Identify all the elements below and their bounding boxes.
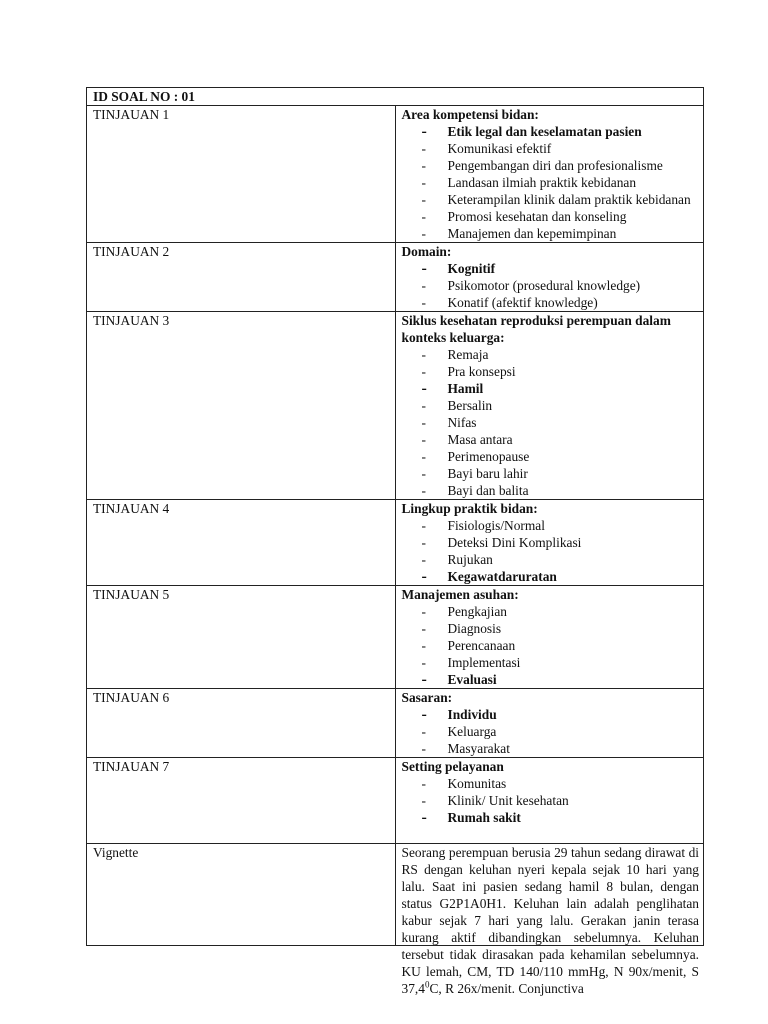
selected-option — [422, 380, 700, 397]
tinjauan-row — [87, 243, 704, 312]
option-item — [422, 346, 700, 363]
vignette-content — [395, 844, 704, 996]
tinjauan-heading: Area kompetensi bidan: — [401, 107, 539, 122]
selected-option — [422, 809, 700, 826]
dash-bullet-icon: - — [421, 552, 426, 567]
option-item — [422, 448, 700, 465]
dash-bullet-icon: - — [421, 706, 427, 723]
option-item — [422, 465, 700, 482]
option-text: Psikomotor (prosedural knowledge) — [447, 278, 641, 293]
dash-bullet-icon: - — [421, 158, 426, 173]
option-text: Komunitas — [447, 776, 507, 791]
dash-bullet-icon: - — [421, 415, 426, 430]
option-text: Kognitif — [447, 261, 496, 276]
option-text: Pengembangan diri dan profesionalisme — [447, 158, 663, 173]
option-text: Rujukan — [447, 552, 493, 567]
tinjauan-label: TINJAUAN 3 — [87, 312, 396, 500]
option-text: Konatif (afektif knowledge) — [447, 295, 598, 310]
option-item — [422, 603, 700, 620]
tinjauan-label: TINJAUAN 4 — [87, 500, 396, 586]
option-item — [422, 414, 700, 431]
option-text: Bersalin — [447, 398, 493, 413]
option-item — [422, 740, 700, 757]
option-text: Nifas — [447, 415, 477, 430]
option-item — [422, 294, 700, 311]
vignette-row — [87, 844, 704, 946]
tinjauan-label: TINJAUAN 5 — [87, 586, 396, 689]
dash-bullet-icon: - — [421, 192, 426, 207]
option-list — [402, 123, 700, 242]
option-list — [402, 260, 700, 311]
dash-bullet-icon: - — [421, 449, 426, 464]
dash-bullet-icon: - — [421, 621, 426, 636]
tinjauan-label: TINJAUAN 6 — [87, 689, 396, 758]
option-text: Evaluasi — [447, 672, 497, 687]
option-item — [422, 363, 700, 380]
dash-bullet-icon: - — [421, 260, 427, 277]
option-text: Pra konsepsi — [447, 364, 516, 379]
dash-bullet-icon: - — [421, 671, 427, 688]
option-item — [422, 431, 700, 448]
dash-bullet-icon: - — [421, 278, 426, 293]
tinjauan-label: TINJAUAN 2 — [87, 243, 396, 312]
dash-bullet-icon: - — [421, 483, 426, 498]
option-text: Masa antara — [447, 432, 513, 447]
tinjauan-row — [87, 106, 704, 243]
tinjauan-heading: Sasaran: — [401, 690, 453, 705]
tinjauan-heading: Domain: — [401, 244, 452, 259]
tinjauan-row — [87, 312, 704, 500]
dash-bullet-icon: - — [421, 141, 426, 156]
tinjauan-content — [395, 586, 704, 689]
option-text: Remaja — [447, 347, 489, 362]
option-text: Bayi baru lahir — [447, 466, 528, 481]
degree-superscript: 0 — [424, 979, 430, 990]
dash-bullet-icon: - — [421, 809, 427, 826]
option-text: Deteksi Dini Komplikasi — [447, 535, 582, 550]
option-text: Klinik/ Unit kesehatan — [447, 793, 569, 808]
dash-bullet-icon: - — [421, 398, 426, 413]
vignette-label: Vignette — [87, 844, 396, 946]
option-item — [422, 140, 700, 157]
option-item — [422, 534, 700, 551]
dash-bullet-icon: - — [421, 226, 426, 241]
option-text: Diagnosis — [447, 621, 502, 636]
option-item — [422, 174, 700, 191]
option-item — [422, 654, 700, 671]
selected-option — [422, 568, 700, 585]
option-item — [422, 792, 700, 809]
option-item — [422, 637, 700, 654]
option-text: Individu — [447, 707, 497, 722]
selected-option — [422, 671, 700, 688]
dash-bullet-icon: - — [421, 364, 426, 379]
dash-bullet-icon: - — [421, 638, 426, 653]
dash-bullet-icon: - — [421, 209, 426, 224]
dash-bullet-icon: - — [421, 380, 427, 397]
tinjauan-heading: Manajemen asuhan: — [401, 587, 519, 602]
option-item — [422, 517, 700, 534]
option-item — [422, 225, 700, 242]
question-table — [86, 87, 704, 996]
option-item — [422, 482, 700, 499]
selected-option — [422, 260, 700, 277]
dash-bullet-icon: - — [421, 175, 426, 190]
tinjauan-row — [87, 689, 704, 758]
dash-bullet-icon: - — [421, 776, 426, 791]
row-spacer — [402, 826, 700, 843]
tinjauan-content — [395, 689, 704, 758]
option-text: Landasan ilmiah praktik kebidanan — [447, 175, 637, 190]
tinjauan-row — [87, 500, 704, 586]
option-text: Implementasi — [447, 655, 521, 670]
option-text: Pengkajian — [447, 604, 507, 619]
option-item — [422, 397, 700, 414]
tinjauan-content — [395, 312, 704, 500]
dash-bullet-icon: - — [421, 295, 426, 310]
option-text: Keluarga — [447, 724, 497, 739]
option-item — [422, 551, 700, 568]
tinjauan-row — [87, 586, 704, 689]
option-list — [402, 517, 700, 585]
option-list — [402, 346, 700, 499]
tinjauan-content — [395, 500, 704, 586]
option-text: Komunikasi efektif — [447, 141, 552, 156]
tinjauan-content — [395, 106, 704, 243]
option-text: Rumah sakit — [447, 810, 521, 825]
tinjauan-content — [395, 243, 704, 312]
id-row — [87, 88, 704, 106]
vignette-paragraph — [401, 844, 700, 996]
selected-option — [422, 123, 700, 140]
tinjauan-heading: Setting pelayanan — [401, 759, 504, 774]
vignette-text-part: Seorang perempuan berusia 29 tahun sedang dirawat di RS dengan keluhan nyeri kepala sejak 10 hari yang lalu. Saat ini pasien sedang hamil 8 bulan, dengan status G2P1A0H1. Keluhan lain adalah penglihatan kabur sejak 7 hari yang lalu. Gerakan janin terasa kurang aktif dibandingkan sebelumnya. Keluhan tersebut tidak dirasakan pada kehamilan sebelumnya. KU lemah, CM, TD 140/110 mmHg, N 90x/menit, S 37,4 — [401, 845, 699, 996]
option-text: Keterampilan klinik dalam praktik kebidanan — [447, 192, 691, 207]
dash-bullet-icon: - — [421, 347, 426, 362]
option-item — [422, 277, 700, 294]
option-text: Etik legal dan keselamatan pasien — [447, 124, 642, 139]
dash-bullet-icon: - — [421, 568, 427, 585]
dash-bullet-icon: - — [421, 535, 426, 550]
tinjauan-heading: Siklus kesehatan reproduksi perempuan dalam konteks keluarga: — [401, 313, 671, 345]
dash-bullet-icon: - — [421, 724, 426, 739]
dash-bullet-icon: - — [421, 123, 427, 140]
tinjauan-content — [395, 758, 704, 844]
option-item — [422, 775, 700, 792]
tinjauan-label: TINJAUAN 1 — [87, 106, 396, 243]
option-list — [402, 775, 700, 826]
dash-bullet-icon: - — [421, 741, 426, 756]
option-item — [422, 723, 700, 740]
option-item — [422, 620, 700, 637]
vignette-text-part: C, R 26x/menit. Conjunctiva — [429, 981, 584, 996]
option-text: Fisiologis/Normal — [447, 518, 545, 533]
dash-bullet-icon: - — [421, 793, 426, 808]
option-text: Promosi kesehatan dan konseling — [447, 209, 627, 224]
id-soal-label: ID SOAL NO : 01 — [87, 88, 704, 106]
option-text: Kegawatdaruratan — [447, 569, 557, 584]
selected-option — [422, 706, 700, 723]
option-text: Hamil — [447, 381, 484, 396]
option-text: Bayi dan balita — [447, 483, 529, 498]
dash-bullet-icon: - — [421, 432, 426, 447]
option-text: Masyarakat — [447, 741, 510, 756]
option-item — [422, 208, 700, 225]
dash-bullet-icon: - — [421, 655, 426, 670]
option-text: Perimenopause — [447, 449, 530, 464]
option-list — [402, 603, 700, 688]
option-text: Manajemen dan kepemimpinan — [447, 226, 617, 241]
option-item — [422, 157, 700, 174]
option-text: Perencanaan — [447, 638, 516, 653]
tinjauan-row — [87, 758, 704, 844]
tinjauan-heading: Lingkup praktik bidan: — [401, 501, 538, 516]
dash-bullet-icon: - — [421, 518, 426, 533]
option-list — [402, 706, 700, 757]
option-item — [422, 191, 700, 208]
dash-bullet-icon: - — [421, 466, 426, 481]
dash-bullet-icon: - — [421, 604, 426, 619]
tinjauan-label: TINJAUAN 7 — [87, 758, 396, 844]
